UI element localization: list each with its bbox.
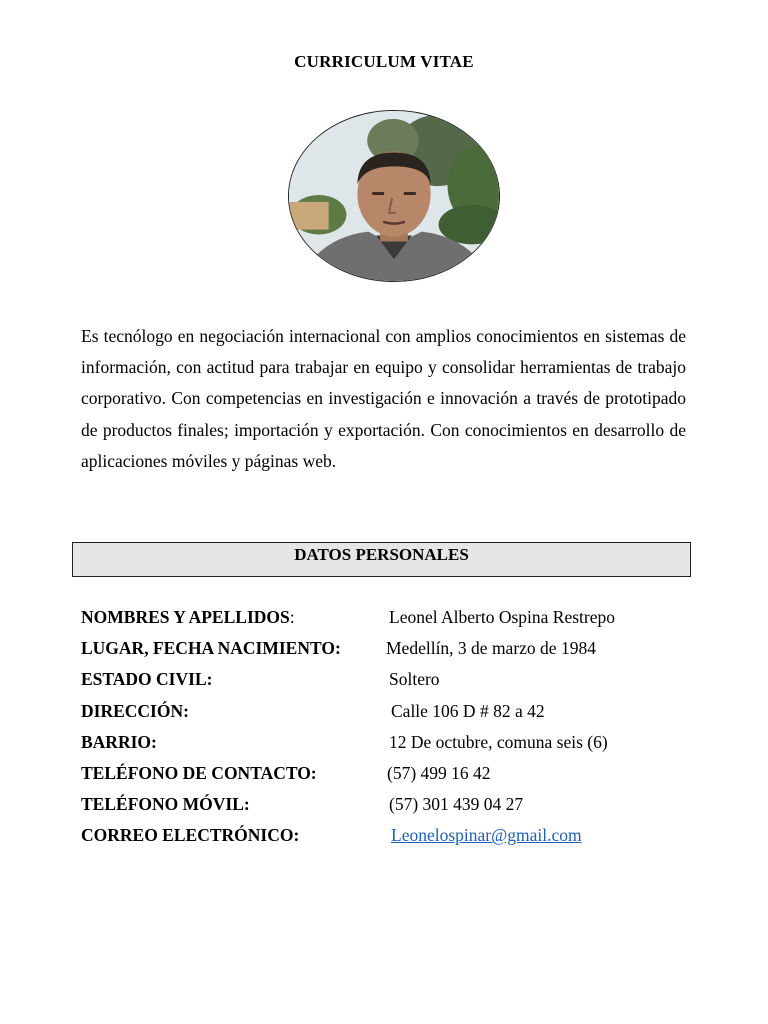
field-row-mobile xyxy=(81,789,701,820)
document-title: CURRICULUM VITAE xyxy=(294,52,474,71)
field-label-mobile: TELÉFONO MÓVIL: xyxy=(81,794,250,815)
field-value-name: Leonel Alberto Ospina Restrepo xyxy=(389,607,615,627)
field-label-barrio: BARRIO: xyxy=(81,731,157,752)
field-value-address: Calle 106 D # 82 a 42 xyxy=(391,700,545,721)
profile-photo xyxy=(288,110,500,282)
field-row-barrio xyxy=(81,727,701,758)
field-row-birth xyxy=(81,633,701,664)
section-header-datos-personales: DATOS PERSONALES xyxy=(72,542,691,577)
field-value-barrio: 12 De octubre, comuna seis (6) xyxy=(389,731,608,752)
field-label-phone: TELÉFONO DE CONTACTO: xyxy=(81,762,317,783)
field-label-birth: LUGAR, FECHA NACIMIENTO: xyxy=(81,638,341,659)
personal-data-list xyxy=(81,602,701,852)
field-row-email xyxy=(81,820,701,851)
field-row-civil xyxy=(81,664,701,695)
profile-photo-illustration xyxy=(289,111,499,281)
field-value-civil: Soltero xyxy=(389,669,440,690)
field-label-name: NOMBRES Y APELLIDOS: xyxy=(81,607,295,627)
field-row-name xyxy=(81,602,701,633)
field-row-address xyxy=(81,696,701,727)
field-label-email: CORREO ELECTRÓNICO: xyxy=(81,825,300,846)
field-value-email xyxy=(391,820,582,851)
profile-summary: Es tecnólogo en negociación internacional con amplios conocimientos en sistemas de información, con actitud para trabajar en equipo y consolidar herramientas de trabajo corporativo. Con competencias en investigación e innovación a través de prototipado de productos finales; importación y exportación. Con conocimientos en desarrollo de aplicaciones móviles y páginas web. xyxy=(81,326,686,471)
field-value-phone: (57) 499 16 42 xyxy=(387,762,491,783)
field-label-civil: ESTADO CIVIL: xyxy=(81,669,213,690)
field-value-birth: Medellín, 3 de marzo de 1984 xyxy=(386,638,596,659)
field-label-address: DIRECCIÓN: xyxy=(81,700,189,721)
email-link[interactable]: Leonelospinar@gmail.com xyxy=(391,825,582,846)
field-value-mobile: (57) 301 439 04 27 xyxy=(389,794,524,815)
field-row-phone xyxy=(81,758,701,789)
